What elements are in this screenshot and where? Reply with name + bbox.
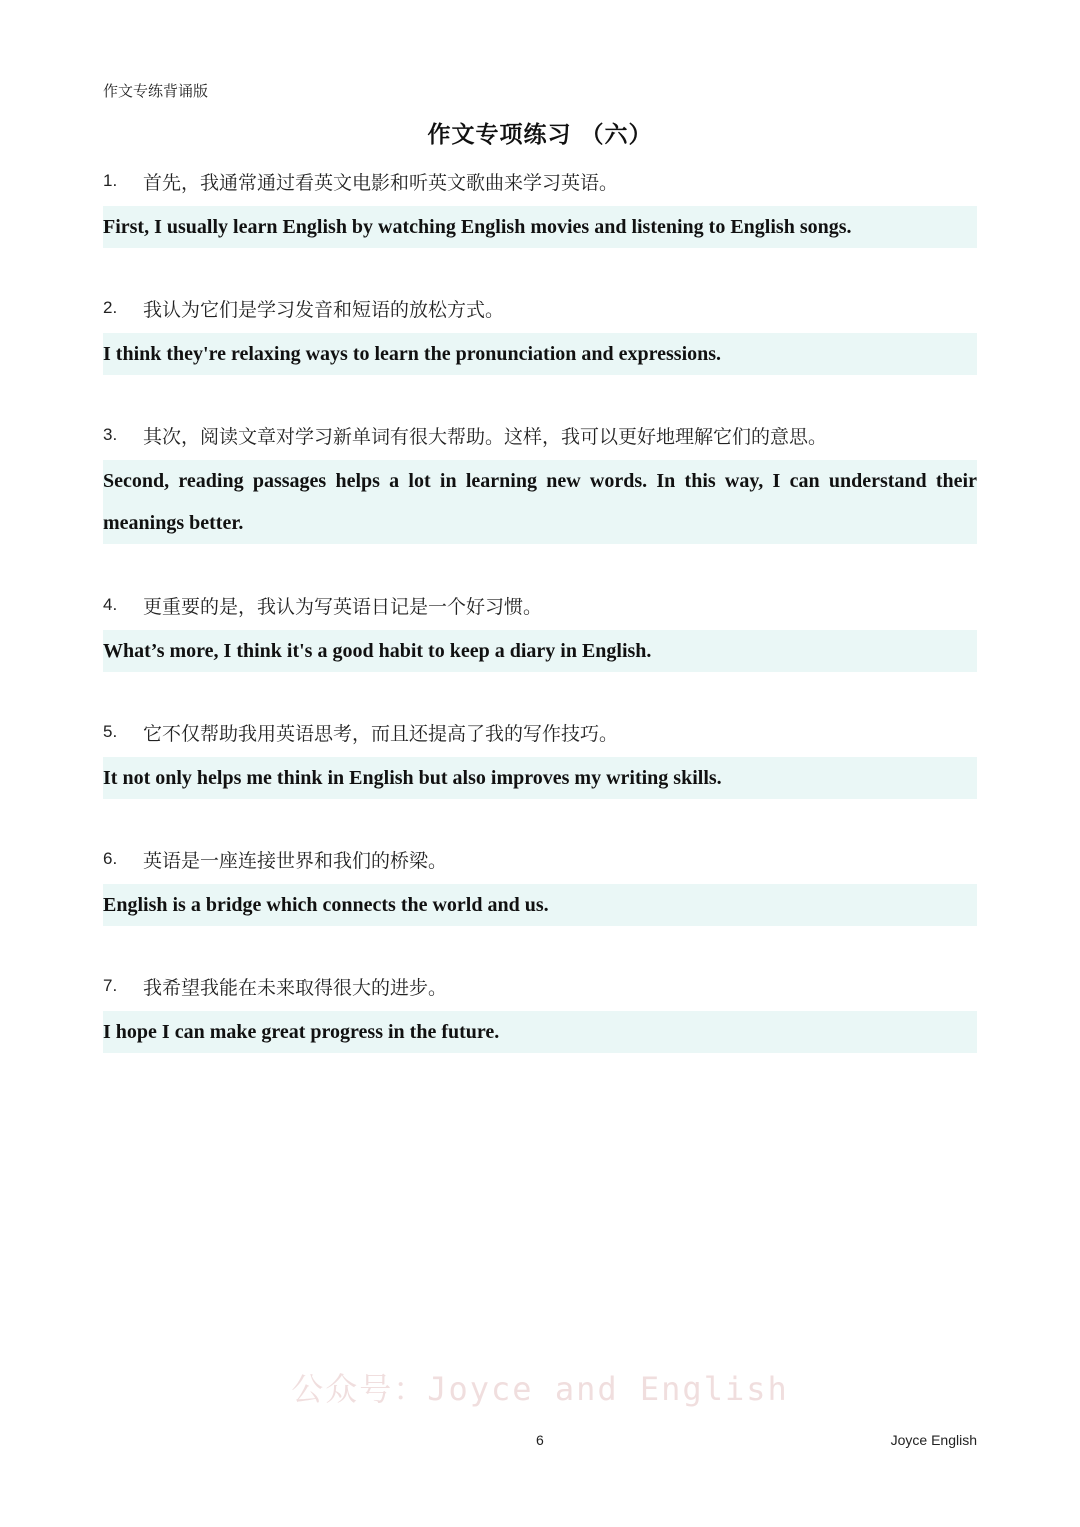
chinese-sentence bbox=[103, 291, 977, 325]
item-number: 5. bbox=[103, 722, 118, 741]
english-text: Second, reading passages helps a lot in learning new words. In this way, I can understand their meanings better. bbox=[103, 470, 977, 534]
item-number: 1. bbox=[103, 171, 118, 190]
chinese-sentence bbox=[103, 969, 977, 1003]
chinese-text: 更重要的是，我认为写英语日记是一个好习惯。 bbox=[143, 595, 543, 618]
english-answer bbox=[103, 206, 977, 248]
item-number: 2. bbox=[103, 298, 118, 317]
exercise-item-2 bbox=[103, 291, 977, 375]
chinese-sentence bbox=[103, 588, 977, 622]
english-answer bbox=[103, 333, 977, 375]
chinese-sentence bbox=[103, 164, 977, 198]
english-answer bbox=[103, 884, 977, 926]
chinese-text: 英语是一座连接世界和我们的桥梁。 bbox=[143, 849, 448, 872]
chinese-text: 我希望我能在未来取得很大的进步。 bbox=[143, 976, 448, 999]
chinese-sentence bbox=[103, 842, 977, 876]
english-text: I think they're relaxing ways to learn the pronunciation and expressions. bbox=[103, 343, 722, 365]
exercise-item-3 bbox=[103, 418, 977, 544]
english-text: What’s more, I think it's a good habit to keep a diary in English. bbox=[103, 640, 652, 662]
english-text: First, I usually learn English by watching English movies and listening to English songs. bbox=[103, 216, 852, 238]
page-title: 作文专项练习 （六） bbox=[427, 122, 653, 148]
footer-brand: Joyce English bbox=[890, 1432, 977, 1448]
page-number: 6 bbox=[536, 1432, 544, 1448]
header-note: 作文专练背诵版 bbox=[103, 82, 209, 100]
exercise-item-7 bbox=[103, 969, 977, 1053]
chinese-sentence bbox=[103, 715, 977, 749]
english-answer bbox=[103, 757, 977, 799]
chinese-text: 它不仅帮助我用英语思考，而且还提高了我的写作技巧。 bbox=[143, 722, 619, 745]
chinese-text: 我认为它们是学习发音和短语的放松方式。 bbox=[143, 298, 505, 321]
item-number: 7. bbox=[103, 976, 118, 995]
exercise-item-4 bbox=[103, 588, 977, 672]
item-number: 4. bbox=[103, 595, 118, 614]
chinese-sentence bbox=[103, 418, 977, 452]
english-text: It not only helps me think in English but also improves my writing skills. bbox=[103, 767, 722, 789]
english-text: English is a bridge which connects the world and us. bbox=[103, 894, 549, 916]
item-number: 3. bbox=[103, 425, 118, 444]
item-number: 6. bbox=[103, 849, 118, 868]
watermark: 公众号：Joyce and English bbox=[291, 1370, 789, 1408]
exercise-item-5 bbox=[103, 715, 977, 799]
exercise-item-1 bbox=[103, 164, 977, 248]
chinese-text: 首先，我通常通过看英文电影和听英文歌曲来学习英语。 bbox=[143, 171, 619, 194]
english-answer bbox=[103, 1011, 977, 1053]
exercise-item-6 bbox=[103, 842, 977, 926]
chinese-text: 其次，阅读文章对学习新单词有很大帮助。这样，我可以更好地理解它们的意思。 bbox=[143, 425, 828, 448]
english-answer bbox=[103, 630, 977, 672]
english-answer bbox=[103, 460, 977, 544]
english-text: I hope I can make great progress in the future. bbox=[103, 1021, 500, 1043]
